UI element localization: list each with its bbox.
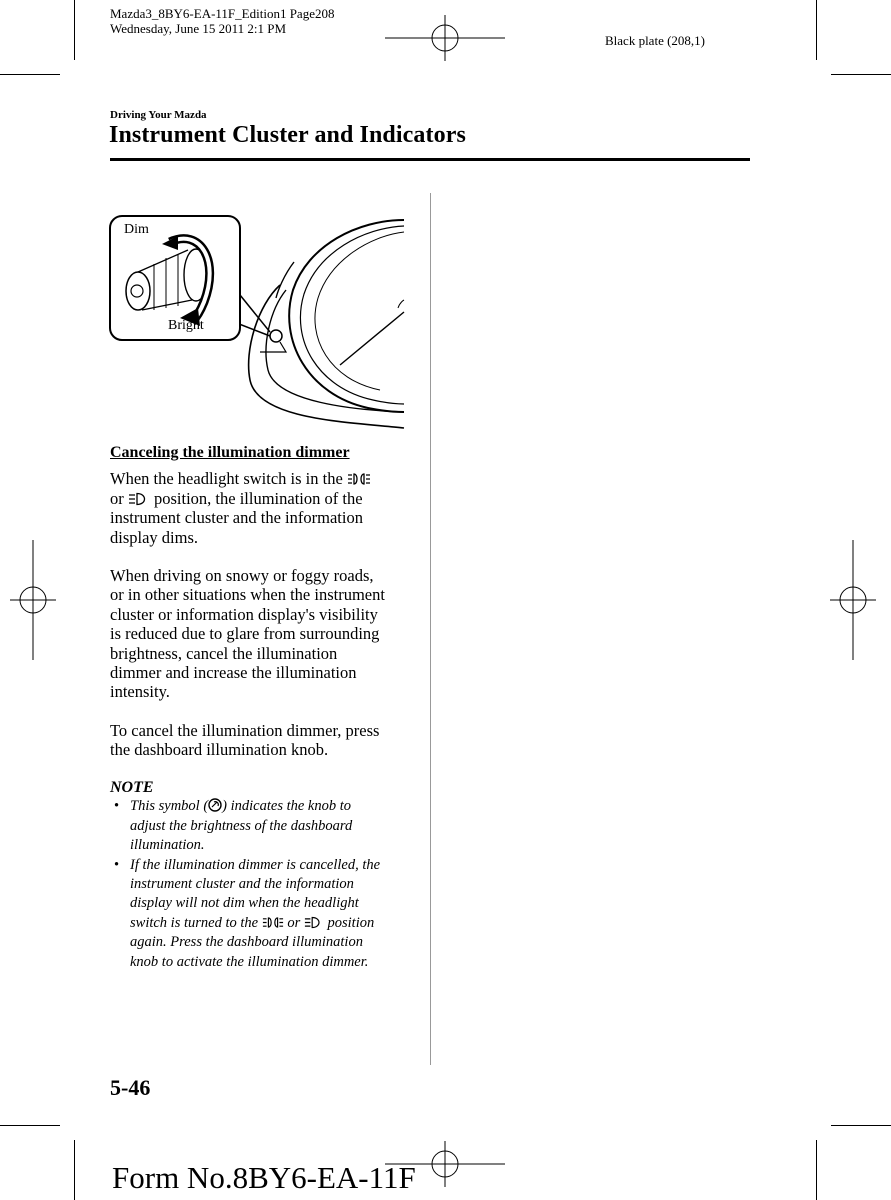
paragraph-2: [110, 566, 410, 702]
para1-line: When the headlight switch is in the: [110, 469, 343, 489]
headlight-icon: [304, 916, 324, 929]
note-item: [110, 856, 410, 972]
subheading: Canceling the illumination dimmer: [110, 444, 350, 461]
note-text: display will not dim when the headlight: [130, 895, 359, 912]
para2-line: or in other situations when the instrument: [110, 585, 385, 605]
parking-lights-icon: [347, 472, 371, 486]
note-text: switch is turned to the: [130, 914, 259, 931]
para3-line: the dashboard illumination knob.: [110, 740, 329, 760]
para1-line: instrument cluster and the information: [110, 508, 363, 528]
note-box: [110, 778, 410, 972]
note-item: [110, 797, 410, 855]
note-text: instrument cluster and the information: [130, 876, 354, 893]
para1-line: display dims.: [110, 527, 199, 547]
crop-mark: [0, 1125, 60, 1126]
crop-mark: [831, 74, 891, 75]
note-list: [110, 797, 410, 972]
note-text: This symbol (: [130, 798, 209, 815]
main-content: [110, 443, 410, 760]
page-number: 5-46: [110, 1075, 151, 1100]
note-text: knob to activate the illumination dimmer.: [130, 953, 369, 970]
crop-mark: [831, 1125, 891, 1126]
bullet-icon: •: [114, 798, 120, 815]
column-divider: [430, 193, 431, 1065]
note-text: If the illumination dimmer is cancelled, the: [130, 856, 381, 873]
para2-line: cluster or information display's visibility: [110, 604, 378, 624]
para2-line: brightness, cancel the illumination: [110, 643, 338, 663]
headlight-icon: [128, 492, 150, 506]
registration-mark-top: [385, 15, 505, 61]
bullet-icon: •: [114, 856, 120, 873]
black-plate-label: Black plate (208,1): [605, 33, 705, 48]
note-text: or: [287, 914, 301, 931]
dimmer-knob-figure: [108, 190, 408, 435]
para1-line: position, the illumination of the: [154, 488, 363, 508]
note-text: again. Press the dashboard illumination: [130, 934, 363, 951]
para2-line: dimmer and increase the illumination: [110, 663, 357, 683]
registration-mark-right: [830, 540, 876, 660]
dimmer-knob-icon: [208, 798, 222, 812]
print-date-line: Wednesday, June 15 2011 2:1 PM: [110, 21, 287, 36]
para2-line: is reduced due to glare from surrounding: [110, 624, 380, 644]
para2-line: When driving on snowy or foggy roads,: [110, 566, 374, 586]
paragraph-3: [110, 721, 410, 760]
note-text: adjust the brightness of the dashboard: [130, 817, 353, 834]
crop-mark: [74, 0, 75, 60]
crop-mark: [816, 0, 817, 60]
crop-mark: [0, 74, 60, 75]
note-text: ) indicates the knob to: [222, 798, 352, 815]
form-number: Form No.8BY6-EA-11F: [112, 1160, 416, 1195]
note-heading: NOTE: [110, 779, 154, 796]
note-text: illumination.: [130, 837, 205, 854]
para1-or: or: [110, 488, 124, 508]
paragraph-1: [110, 469, 410, 547]
note-text: position: [327, 914, 375, 931]
crop-mark: [74, 1140, 75, 1200]
print-file-line: Mazda3_8BY6-EA-11F_Edition1 Page208: [110, 6, 335, 21]
para2-line: intensity.: [110, 682, 170, 702]
figure-label-dim: Dim: [124, 222, 149, 237]
section-label: Driving Your Mazda: [110, 109, 207, 121]
page-title: Instrument Cluster and Indicators: [109, 122, 466, 148]
figure-label-bright: Bright: [168, 318, 204, 333]
title-rule: [110, 158, 750, 161]
registration-mark-left: [10, 540, 56, 660]
para3-line: To cancel the illumination dimmer, press: [110, 720, 380, 740]
crop-mark: [816, 1140, 817, 1200]
parking-lights-icon: [262, 916, 284, 929]
